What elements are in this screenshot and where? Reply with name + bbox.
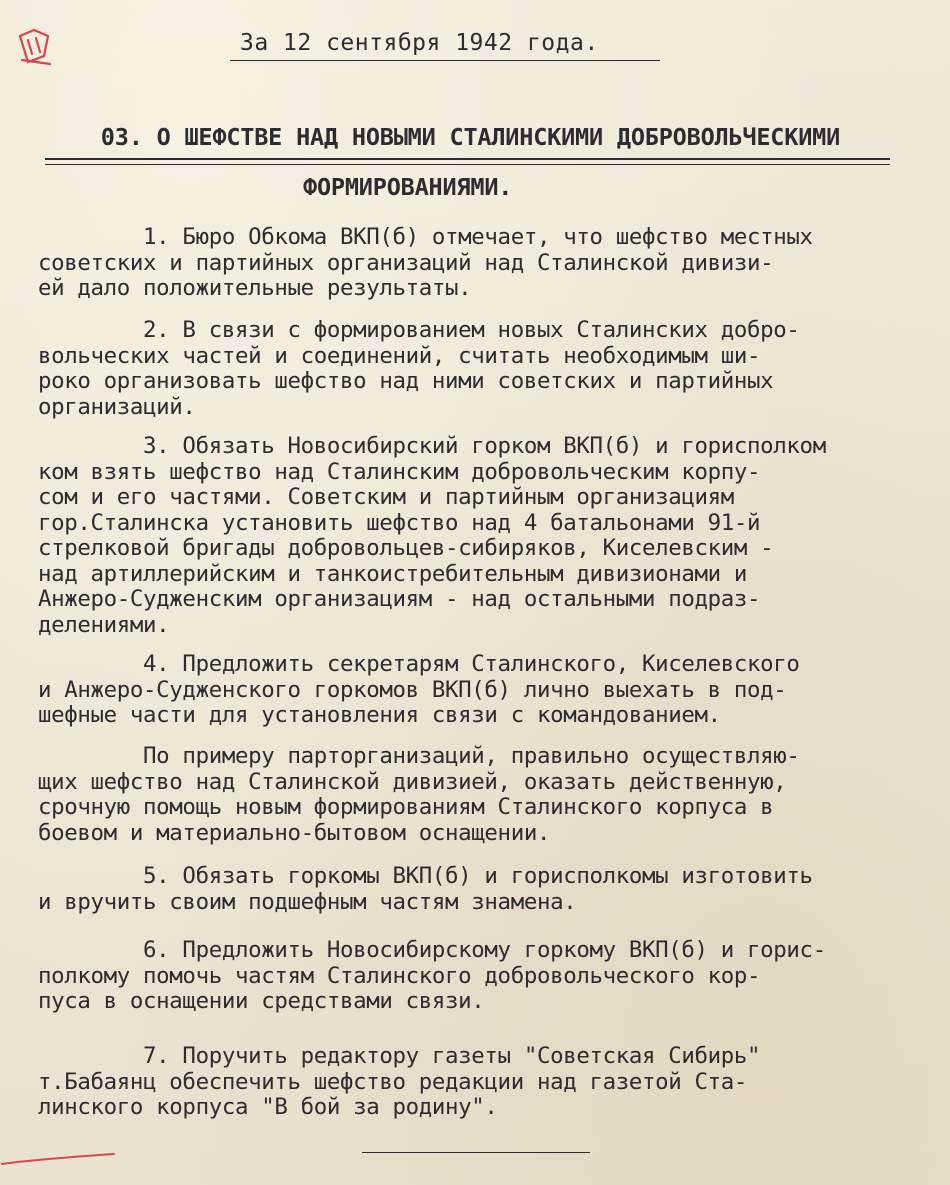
resolution-paragraph-4-continued: По примеру парторганизаций, правильно осуществляю- щих шефство над Сталинской дивизией, оказать действенную, срочную помощь новым формированиям Сталинского корпуса в боевом и материально-бытовом оснащении. bbox=[38, 743, 800, 846]
resolution-paragraph-5: 5. Обязать горкомы ВКП(б) и горисполкомы изготовить и вручить своим подшефным частям знамена. bbox=[38, 863, 813, 915]
resolution-paragraph-2: 2. В связи с формированием новых Сталинских добро- вольческих частей и соединений, считать необходимым ши- роко организовать шефство над ними советских и партийных организаций. bbox=[38, 317, 800, 420]
heading-double-rule-bottom bbox=[45, 164, 890, 165]
resolution-paragraph-3: 3. Обязать Новосибирский горком ВКП(б) и горисполком ком взять шефство над Сталинским добровольческим корпу- сом и его частями. Советским и партийным организациям гор.Сталинска установить шефство над 4 батальонами 91-й стрелковой бригады добровольцев-сибиряков, Киселевским - над артиллерийским и танкоистребительным дивизионами и Анжеро-Судженским организациям - над остальными подраз- делениями. bbox=[38, 433, 826, 638]
date-underline bbox=[230, 60, 660, 61]
heading-line-1: 03. О ШЕФСТВЕ НАД НОВЫМИ СТАЛИНСКИМИ ДОБРОВОЛЬЧЕСКИМИ bbox=[100, 123, 841, 151]
red-pencil-stroke bbox=[0, 1148, 118, 1170]
heading-double-rule-top bbox=[45, 158, 890, 160]
resolution-paragraph-4: 4. Предложить секретарям Сталинского, Киселевского и Анжеро-Судженского горкомов ВКП(б) лично выехать в под- шефные части для установления связи с командованием. bbox=[38, 651, 800, 728]
heading-line-2: ФОРМИРОВАНИЯМИ. bbox=[303, 173, 513, 201]
resolution-paragraph-6: 6. Предложить Новосибирскому горкому ВКП(б) и горис- полкому помочь частям Сталинского добровольческого кор- пуса в оснащении средствами связи. bbox=[38, 937, 826, 1014]
red-stamp-mark bbox=[14, 26, 58, 70]
closing-rule bbox=[362, 1152, 590, 1153]
document-date: За 12 сентября 1942 года. bbox=[240, 30, 599, 56]
resolution-paragraph-1: 1. Бюро Обкома ВКП(б) отмечает, что шефство местных советских и партийных организаций над Сталинской дивизи- ей дало положительные результаты. bbox=[38, 224, 813, 301]
resolution-paragraph-7: 7. Поручить редактору газеты "Советская Сибирь" т.Бабаянц обеспечить шефство редакции над газетой Ста- линского корпуса "В бой за родину". bbox=[38, 1043, 761, 1120]
